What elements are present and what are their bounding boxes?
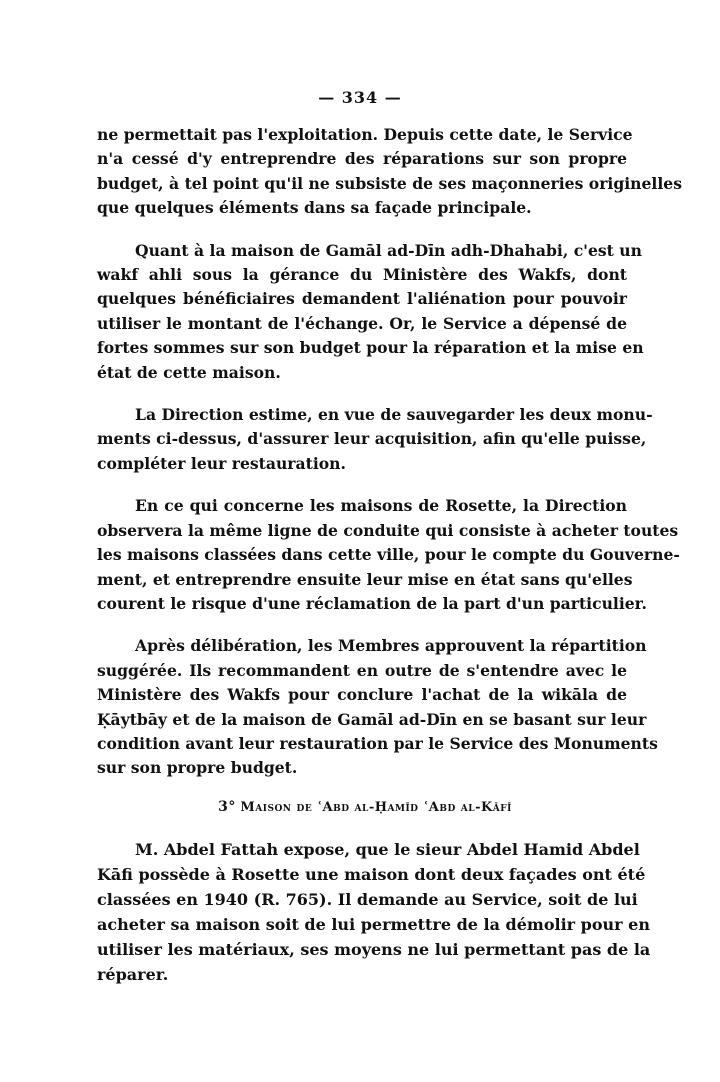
section-number: 3° xyxy=(218,798,236,815)
text-line: Ministère des Wakfs pour conclure l'achat de la wikāla de xyxy=(97,685,627,705)
text-line: ments ci-dessus, d'assurer leur acquisition, afin qu'elle puisse, xyxy=(97,429,647,449)
paragraph-3 xyxy=(97,403,653,476)
text-line: suggérée. Ils recommandent en outre de s'entendre avec le xyxy=(97,660,627,680)
text-line: Quant à la maison de Gamāl ad-Dīn adh-Dhahabi, c'est un xyxy=(135,240,642,260)
text-line: Ḳāytbāy et de la maison de Gamāl ad-Dīn en se basant sur leur xyxy=(97,709,647,729)
text-line: courent le risque d'une réclamation de la part d'un particulier. xyxy=(97,593,647,613)
text-line: quelques bénéficiaires demandent l'aliénation pour pouvoir xyxy=(97,289,627,309)
text-line: Kāfi possède à Rosette une maison dont deux façades ont été xyxy=(97,864,646,884)
paragraph-4 xyxy=(97,494,680,616)
section-heading xyxy=(97,799,627,815)
text-line: utiliser le montant de l'échange. Or, le Service a dépensé de xyxy=(97,313,627,333)
text-line: les maisons classées dans cette ville, pour le compte du Gouverne- xyxy=(97,545,680,565)
paragraph-1 xyxy=(97,123,682,221)
text-line: classées en 1940 (R. 765). Il demande au Service, soit de lui xyxy=(97,889,638,909)
section-title: Maison de ʿAbd al-Ḥamīd ʿAbd al-Kāfī xyxy=(240,799,512,815)
text-line: réparer. xyxy=(97,964,169,984)
text-line: que quelques éléments dans sa façade principale. xyxy=(97,198,532,218)
text-line: ne permettait pas l'exploitation. Depuis cette date, le Service xyxy=(97,125,633,144)
text-line: La Direction estime, en vue de sauvegarder les deux monu- xyxy=(135,405,653,425)
text-line: M. Abdel Fattah expose, que le sieur Abdel Hamid Abdel xyxy=(135,839,640,859)
paragraph-2 xyxy=(97,239,644,385)
text-line: sur son propre budget. xyxy=(97,758,298,778)
text-line: ment, et entreprendre ensuite leur mise en état sans qu'elles xyxy=(97,569,633,589)
text-line: compléter leur restauration. xyxy=(97,453,346,473)
text-line: Après délibération, les Membres approuvent la répartition xyxy=(135,636,647,656)
text-line: En ce qui concerne les maisons de Rosette, la Direction xyxy=(135,496,627,516)
body-text xyxy=(97,123,682,1005)
text-line: utiliser les matériaux, ses moyens ne lui permettant pas de la xyxy=(97,939,651,959)
text-line: fortes sommes sur son budget pour la réparation et la mise en xyxy=(97,338,644,358)
text-line: n'a cessé d'y entreprendre des réparations sur son propre xyxy=(97,149,627,169)
text-line: acheter sa maison soit de lui permettre de la démolir pour en xyxy=(97,914,650,934)
text-line: état de cette maison. xyxy=(97,362,281,382)
paragraph-5 xyxy=(97,634,658,780)
page-number: — 334 — xyxy=(318,88,402,107)
text-line: condition avant leur restauration par le Service des Monuments xyxy=(97,733,658,753)
paragraph-6 xyxy=(97,837,651,987)
text-line: observera la même ligne de conduite qui consiste à acheter toutes xyxy=(97,520,679,540)
text-line: wakf ahli sous la gérance du Ministère des Wakfs, dont xyxy=(97,265,627,285)
text-line: budget, à tel point qu'il ne subsiste de ses maçonneries originelles xyxy=(97,173,682,193)
